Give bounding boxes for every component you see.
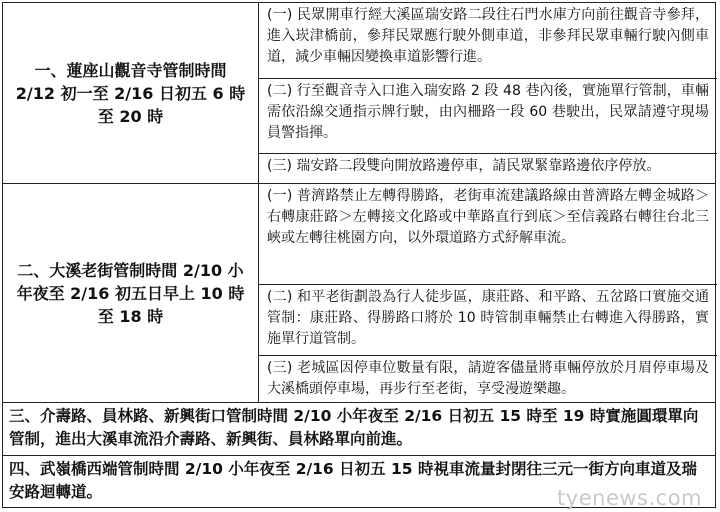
section-2-title: 二、大溪老街管制時間 2/10 小 年夜至 2/16 初五日早上 10 時 至 18 時 [16, 260, 245, 326]
section-2-item-3: (三) 老城區因停車位數量有限，請遊客儘量將車輛停放於月眉停車場及大溪橋頭停車場，再步行至老街，享受漫遊樂趣。 [267, 360, 709, 397]
row-divider [258, 78, 717, 79]
row-divider [3, 402, 715, 403]
section-2-item-1: (一) 普濟路禁止左轉得勝路，老街車流建議路線由普濟路左轉金城路＞右轉康莊路＞左轉接文化路或中華路直行到底＞至信義路右轉往台北三峽或左轉往桃園方向，以外環道路方式紓解車流。 [267, 188, 709, 246]
watermark: tyenews.com [557, 486, 702, 510]
column-divider [258, 3, 259, 402]
row-divider [258, 284, 717, 285]
row-divider [258, 153, 717, 154]
row-divider [258, 355, 717, 356]
traffic-control-table [2, 2, 716, 508]
row-4-text: 四、武嶺橋西端管制時間 2/10 小年夜至 2/16 日初五 15 時視車流量封閉往三元一街方向車道及瑞安路迴轉道。 [9, 460, 697, 501]
section-1-item-3: (三) 瑞安路二段雙向開放路邊停車，請民眾緊靠路邊依序停放。 [267, 158, 661, 174]
row-divider [3, 455, 715, 456]
row-divider [3, 183, 715, 184]
section-1-title: 一、蓮座山觀音寺管制時間 2/12 初一至 2/16 日初五 6 時 至 20 時 [15, 60, 246, 126]
section-1-item-1: (一) 民眾開車行經大溪區瑞安路二段往石門水庫方向前往觀音寺參拜，進入崁津橋前，參拜民眾應行駛外側車道，非參拜民眾車輛行駛內側車道，減少車輛因變換車道影響行進。 [267, 7, 709, 65]
section-2-item-2: (二) 和平老街劃設為行人徒步區，康莊路、和平路、五岔路口實施交通管制：康莊路、得勝路口將於 10 時管制車輛禁止右轉進入得勝路，實施單行道管制。 [267, 289, 709, 347]
section-1-item-2: (二) 行至觀音寺入口進入瑞安路 2 段 48 巷內後，實施單行管制，車輛需依沿線交通指示牌行駛，由內柵路一段 60 巷駛出，民眾請遵守現場員警指揮。 [267, 83, 709, 141]
row-3-text: 三、介壽路、員林路、新興街口管制時間 2/10 小年夜至 2/16 日初五 15 時至 19 時實施圓環單向管制，進出大溪車流沿介壽路、新興街、員林路單向前進。 [9, 407, 699, 448]
